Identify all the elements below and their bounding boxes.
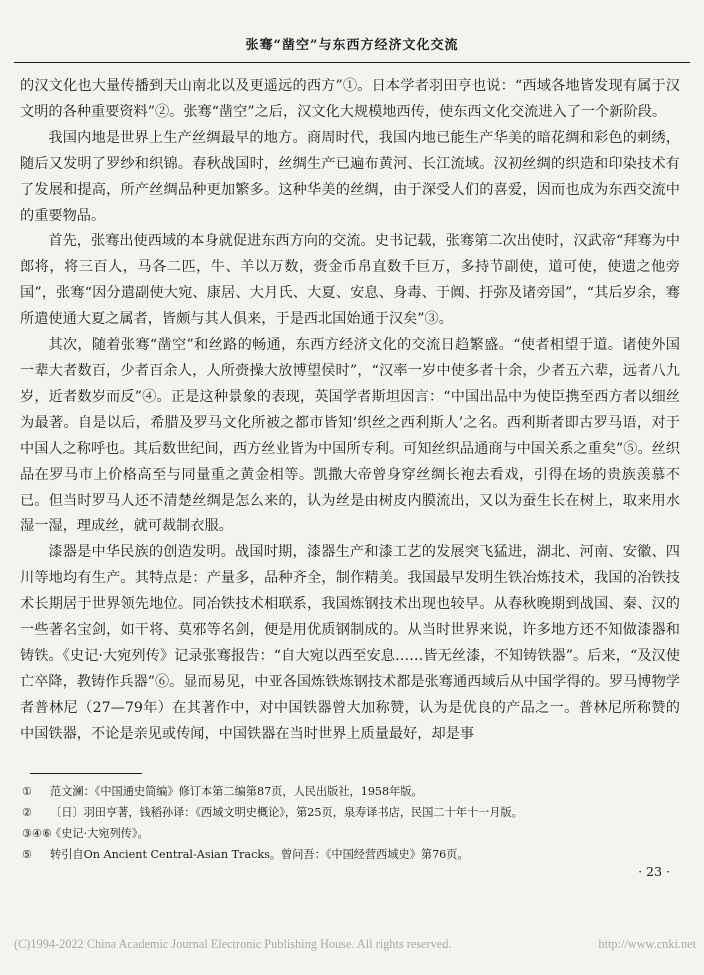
footnote [22, 844, 662, 865]
footnote-rule [30, 773, 142, 774]
header-rule [14, 62, 690, 63]
footnote [22, 781, 662, 802]
paragraph-lacquer-iron: 漆器是中华民族的创造发明。战国时期，漆器生产和漆工艺的发展突飞猛进，湖北、河南、安徽、四川等地均有生产。其特点是：产量多，品种齐全，制作精美。我国最早发明生铁冶炼技术，我国的冶铁技术长期居于世界领先地位。同冶铁技术相联系，我国炼钢技术出现也较早。从春秋晚期到战国、秦、汉的一些著名宝剑，如干将、莫邪等名剑，便是用优质钢制成的。从当时世界来说，许多地方还不知做漆器和铸铁。《史记·大宛列传》记录张骞报告：“自大宛以西至安息……皆无丝漆，不知铸铁器”。后来，“及汉使亡卒降，教铸作兵器”⑥。显而易见，中亚各国炼铁炼钢技术都是张骞通西域后从中国学得的。罗马博物学者普林尼（27—79年）在其著作中，对中国铁器曾大加称赞，认为是优良的产品之一。普林尼所称赞的中国铁器，不论是亲见或传闻，中国铁器在当时世界上质量最好，却是事 [20, 544, 680, 742]
page-number: · 23 · [638, 864, 670, 879]
footnote-mark: ③④⑥ [22, 827, 53, 840]
footnote-text: 范文澜：《中国通史简编》修订本第二编第87页，人民出版社，1958年版。 [50, 785, 423, 798]
footnote-text: 〔日〕羽田亨著，钱稻孙译：《西域文明史概论》，第25页，泉寿译书店，民国二十年十一月版。 [50, 806, 523, 819]
footnote [22, 823, 662, 844]
footnote-mark: ② [22, 806, 33, 819]
copyright-url: http://www.cnki.net [598, 937, 696, 951]
footnote [22, 802, 662, 823]
article-body [20, 74, 680, 748]
footnote-mark: ① [22, 785, 33, 798]
copyright-text: (C)1994-2022 China Academic Journal Electronic Publishing House. All rights reserved. [14, 937, 452, 951]
running-header: 张骞“凿空”与东西方经济文化交流 [245, 38, 459, 53]
paragraph-continuation: 的汉文化也大量传播到天山南北以及更遥远的西方”①。日本学者羽田亨也说：“西域各地皆发现有属于汉文明的各种重要资料”②。张骞“凿空”之后，汉文化大规模地西传，使东西文化交流进入了一个新阶段。 [20, 78, 680, 120]
paragraph-silk-production: 我国内地是世界上生产丝绸最早的地方。商周时代，我国内地已能生产华美的暗花绸和彩色的刺绣，随后又发明了罗纱和织锦。春秋战国时，丝绸生产已遍布黄河、长江流域。汉初丝绸的织造和印染技术有了发展和提高，所产丝绸品种更加繁多。这种华美的丝绸，由于深受人们的喜爱，因而也成为东西交流中的重要物品。 [20, 129, 680, 224]
footnote-text: 转引自On Ancient Central-Asian Tracks。曾问吾：《中国经营西域史》第76页。 [50, 848, 469, 861]
paragraph-first-embassy: 首先，张骞出使西域的本身就促进东西方向的交流。史书记载，张骞第二次出使时，汉武帝“拜骞为中郎将，将三百人，马各二匹，牛、羊以万数，赍金币帛直数千巨万，多持节副使，道可使，使遗之他旁国”，张骞“因分遣副使大宛、康居、大月氏、大夏、安息、身毒、于阗、扜弥及诸旁国”，“其后岁余，骞所遣使通大夏之属者，皆颇与其人俱来，于是西北国始通于汉矣”③。 [20, 233, 680, 328]
copyright-notice [14, 937, 696, 952]
footnote-mark: ⑤ [22, 848, 33, 861]
paragraph-silk-road-exchange: 其次，随着张骞“凿空”和丝路的畅通，东西方经济文化的交流日趋繁盛。“使者相望于道。诸使外国一辈大者数百，少者百余人，人所赍操大放博望侯时”，“汉率一岁中使多者十余，少者五六辈，远者八九岁，近者数岁而反”④。正是这种景象的表现，英国学者斯坦因言：“中国出品中为使臣携至西方者以细丝为最著。自是以后，希腊及罗马文化所被之都市皆知‘织丝之西利斯人’之名。西利斯者即古罗马语，对于中国人之称呼也。其后数世纪间，西方丝业皆为中国所专利。可知丝织品通商与中国关系之重矣”⑤。丝织品在罗马市上价格高至与同量重之黄金相等。凯撒大帝曾身穿丝绸长袍去看戏，引得在场的贵族羡慕不已。但当时罗马人还不清楚丝绸是怎么来的，认为丝是由树皮内膜流出，又以为蚕生长在树上，取来用水湿一湿，理成丝，就可裁制衣服。 [20, 337, 680, 535]
footnotes [22, 781, 662, 865]
footnote-text: 《史记·大宛列传》。 [50, 827, 149, 840]
